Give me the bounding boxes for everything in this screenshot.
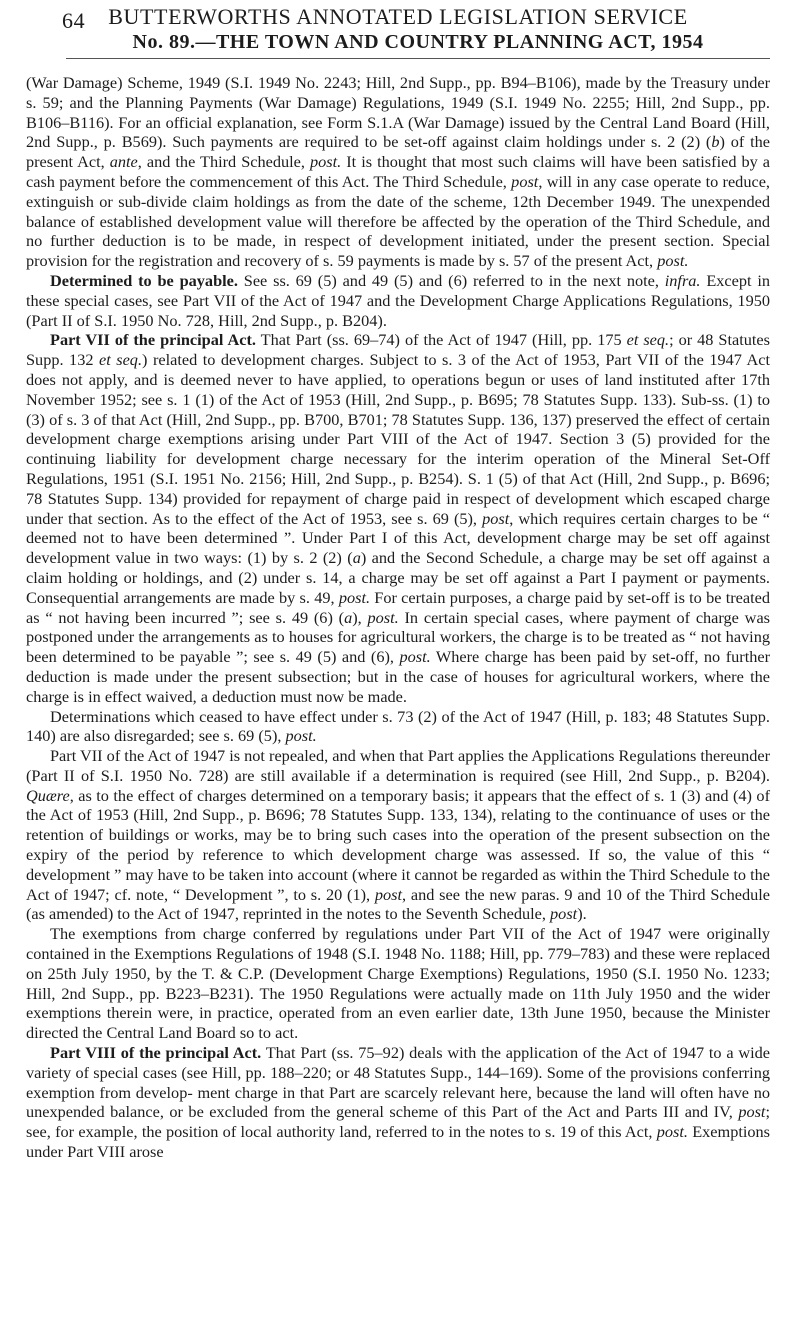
header-rule — [66, 58, 770, 59]
text-run: , will in any case operate to reduce, extinguish or sub-divide claim holdings as from the date of the scheme, 12th December 1949. The unexpended balance of established development value will therefore be affected by the operation of the Third Schedule, and no further deduction is to be made, in respect of development initiated, under the present section. Special provision for the registration and recovery of s. 59 payments is made by s. 57 of the present Act, — [26, 171, 770, 271]
italic-text: post — [374, 884, 403, 904]
italic-text: post. — [309, 152, 342, 172]
text-run: , which requires certain charges to be “ deemed not to have been determined ”. Under Part I of this Act, development charge may be set off against development value in two ways: (1) by s. 2 (2) ( — [26, 508, 770, 568]
page — [0, 4, 800, 1342]
text-run: , and see the new paras. 9 and 10 of the Third Schedule (as amended) to the Act of 1947, reprinted in the notes to the Seventh Schedule, — [26, 884, 770, 924]
italic-text: post. — [285, 726, 317, 746]
italic-text: Quære — [26, 785, 70, 805]
note-heading: Part VIII of the principal Act. — [50, 1043, 262, 1063]
publication-title: BUTTERWORTHS ANNOTATED LEGISLATION SERVICE — [108, 4, 688, 29]
text-run: See ss. 69 (5) and 49 (5) and (6) referred to in the next note, — [237, 270, 665, 290]
text-run: ), — [352, 607, 368, 627]
paragraph — [26, 924, 770, 1043]
paragraph — [26, 707, 770, 747]
italic-text: post. — [657, 251, 689, 271]
text-run: Except in these special cases, see Part VII of the Act of 1947 and the Development Charge Applications Regulations, 1950 (Part II of S.I. 1950 No. 728, Hill, 2nd Supp., p. B204). — [26, 270, 771, 330]
paragraph — [26, 330, 770, 706]
text-run: Determinations which ceased to have effect under s. 73 (2) of the Act of 1947 (Hill, p. 183; 48 Statutes Supp. 140) are also disregarded; see s. 69 (5), — [26, 706, 770, 746]
act-title: No. 89.—THE TOWN AND COUNTRY PLANNING ACT, 1954 — [132, 31, 704, 53]
text-run: ) and the Second Schedule, a charge may be set off against a claim holding or holdings, and (2) under s. 14, a charge may be set off against a Part I payment or payments. Consequential arrangements are made by s. 49, — [26, 548, 770, 607]
paragraph — [26, 73, 770, 271]
text-run: ) related to development charges. Subject to s. 3 of the Act of 1953, Part VII of the 1947 Act does not apply, and is deemed never to have applied, to operations begun or uses of land instituted after 17th November 1952; see s. 1 (1) of the Act of 1953 (Hill, 2nd Supp., p. B695; 78 Statutes Supp. 133). Sub-ss. (1) to (3) of s. 3 of that Act (Hill, 2nd Supp., pp. B700, B701; 78 Statutes Supp. 136, 137) preserved the effect of certain development charge exemptions arising under Part VIII of the Act of 1947. Section 3 (5) provided for the continuing liability for development charge necessary for the interim operation of the Mineral Set-Off Regulations, 1951 (S.I. 1951 No. 2156; Hill, 2nd Supp., p. B254). S. 1 (5) of that Act (Hill, 2nd Supp., p. B696; 78 Statutes Supp. 134) provided for repayment of charge paid in respect of development which escaped charge under that section. As to the effect of the Act of 1953, see s. 69 (5), — [26, 350, 770, 528]
italic-text: post — [511, 171, 539, 191]
note-heading: Determined to be payable. — [50, 270, 238, 290]
italic-text: a — [344, 607, 353, 627]
paragraph — [26, 1043, 770, 1162]
text-run: (War Damage) Scheme, 1949 (S.I. 1949 No. 2243; Hill, 2nd Supp., pp. B94–B106), made by the Treasury under s. 59; and the Planning Payments (War Damage) Regulations, 1949 (S.I. 1949 No. 2255; Hill, 2nd Supp., pp. B106–B116). For an official explanation, see Form S.1.A (War Damage) issued by the Central Land Board (Hill, 2nd Supp., p. B569). Such payments are required to be set-off against claim holdings under s. 2 (2) ( — [26, 73, 770, 152]
note-heading: Part VII of the principal Act. — [50, 330, 256, 350]
text-run: The exemptions from charge conferred by regulations under Part VII of the Act of 1947 were originally contained in the Exemptions Regulations of 1948 (S.I. 1948 No. 1188; Hill, pp. 779–783) and these were replaced on 25th July 1950, by the T. & C.P. (Development Charge Exemptions) Regulations, 1950 (S.I. 1950 No. 1233; Hill, 2nd Supp., pp. B223–B231). The 1950 Regulations were actually made on 11th July 1950 and the wider exemptions therein were, in practice, operated from an even earlier date, 13th June 1950, because the Minister directed the Central Land Board so to act. — [26, 924, 770, 1043]
italic-text: post — [550, 904, 578, 924]
text-run: , as to the effect of charges determined on a temporary basis; it appears that the effect of s. 1 (3) and (4) of the Act of 1953 (Hill, 2nd Supp., p. B696; 78 Statutes Supp. 133, 134), relating to the continuance of uses or the retention of buildings or works, may be to bring such cases into the operation of the present subsection on the expiry of the period by reference to which development charge was assessed. If so, the value of this “ development ” may have to be taken into account (where it cannot be regarded as within the Third Schedule to the Act of 1947; cf. note, “ Development ”, to s. 20 (1), — [26, 785, 770, 904]
text-run: Where charge has been paid by set-off, no further deduction is made under the present subsection; but in the case of houses for agricultural workers, where the charge is in effect waived, a deduction must now be made. — [26, 647, 771, 706]
text-run: Part VII of the Act of 1947 is not repealed, and when that Part applies the Applications Regulations thereunder (Part II of S.I. 1950 No. 728) are still available if a determination is required (see Hill, 2nd Supp., p. B204). — [26, 746, 770, 785]
italic-text: et seq. — [98, 350, 143, 370]
italic-text: post. — [338, 587, 371, 607]
text-run: It is thought that most such claims will have been satisfied by a cash payment before the commencement of this Act. The Third Schedule, — [26, 152, 771, 191]
body-text — [26, 73, 770, 1162]
italic-text: ante — [109, 152, 138, 172]
text-run: That Part (ss. 69–74) of the Act of 1947 (Hill, pp. 175 — [255, 330, 627, 350]
italic-text: et seq. — [626, 330, 670, 350]
running-head — [26, 4, 770, 54]
italic-text: post — [738, 1102, 766, 1122]
text-run: That Part (ss. 75–92) deals with the application of the Act of 1947 to a wide variety of special cases (see Hill, pp. 188–220; or 48 Statutes Supp., 144–169). Some of the provisions conferring exemption from develop- ment charge in that Part are scarcely relevant here, because the land will often have no unexpended balance, or be excluded from the general scheme of this Part of the Act and Parts III and IV, — [26, 1043, 770, 1122]
italic-text: post. — [367, 607, 399, 627]
page-number: 64 — [62, 8, 86, 33]
header-line — [26, 4, 770, 33]
text-run: Exemptions under Part VIII arose — [26, 1122, 771, 1162]
text-run: ; see, for example, the position of local authority land, referred to in the notes to s. 19 of this Act, — [26, 1102, 770, 1142]
text-run: , and the Third Schedule, — [137, 152, 310, 172]
italic-text: post. — [399, 647, 431, 667]
italic-text: post. — [656, 1122, 688, 1142]
text-run: ). — [577, 904, 587, 924]
italic-text: infra. — [664, 270, 701, 290]
text-run: ; or 48 Statutes Supp. 132 — [26, 330, 770, 370]
text-run: For certain purposes, a charge paid by set-off is to be treated as “ not having been incurred ”; see s. 49 (6) ( — [26, 587, 770, 627]
paragraph — [26, 271, 770, 330]
text-run: In certain special cases, where payment of charge was postponed under the arrangements as to houses for agricultural workers, the charge is to be treated as “ not having been determined to be payable ”; see s. 49 (5) and (6), — [26, 607, 771, 667]
paragraph — [26, 746, 770, 924]
italic-text: b — [711, 132, 720, 152]
italic-text: post — [482, 508, 510, 528]
italic-text: a — [352, 548, 361, 568]
text-run: ) of the present Act, — [26, 132, 770, 172]
